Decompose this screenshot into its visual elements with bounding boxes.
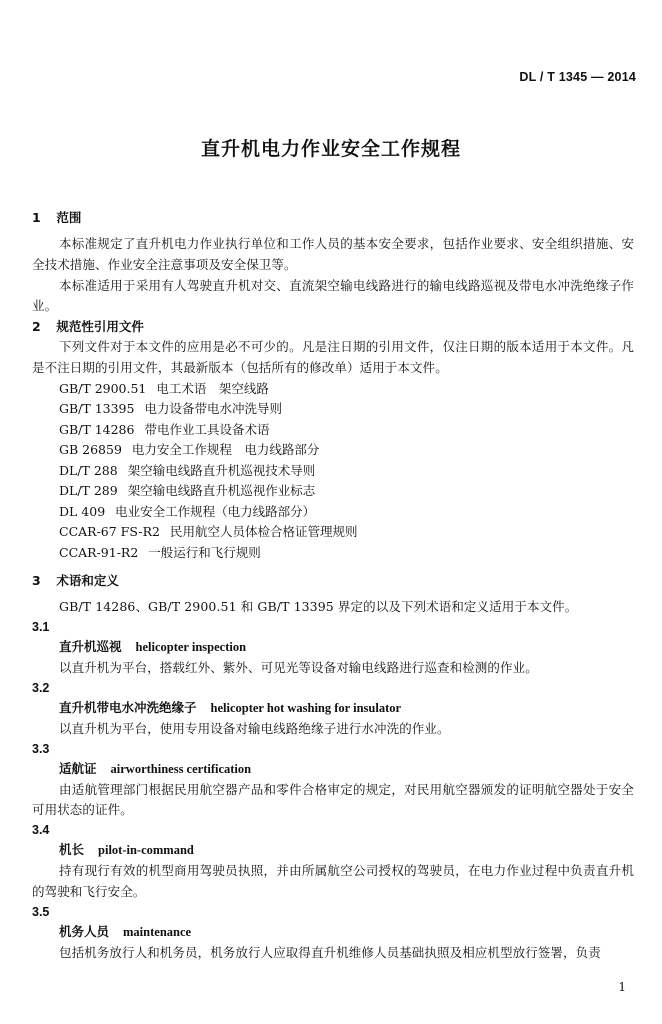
term-zh: 机务人员: [59, 923, 110, 939]
section-terms-heading: [32, 571, 634, 591]
reference-name: 带电作业工具设备术语: [144, 421, 270, 437]
term-heading: [32, 697, 634, 719]
section-number: 1: [32, 210, 41, 225]
reference-code: DL 409: [59, 503, 106, 519]
reference-code: CCAR-91-R2: [59, 544, 139, 560]
term-heading: [32, 921, 634, 943]
term-number: 3.5: [32, 904, 50, 919]
term-definition: 包括机务放行人和机务员，机务放行人应取得直升机维修人员基础执照及相应机型放行签署，负责: [59, 944, 601, 960]
reference-code: DL/T 289: [59, 483, 118, 499]
term-entry: [32, 618, 634, 679]
reference-name: 民用航空人员体检合格证管理规则: [169, 524, 358, 540]
section-number: 3: [32, 573, 41, 589]
term-heading: [32, 839, 634, 861]
reference-item: [32, 543, 634, 564]
term-heading: [32, 636, 634, 658]
reference-item: [32, 461, 634, 482]
reference-item: [32, 399, 634, 420]
term-en: pilot-in-command: [98, 843, 194, 858]
reference-code: GB/T 2900.51: [59, 380, 147, 396]
term-en: airworthiness certification: [110, 761, 252, 776]
term-entry: [32, 821, 634, 903]
term-number: 3.3: [32, 741, 50, 756]
term-zh: 机长: [59, 842, 85, 858]
reference-code: DL/T 288: [59, 462, 118, 478]
term-definition: 以直升机为平台，搭载红外、紫外、可见光等设备对输电线路进行巡查和检测的作业。: [59, 660, 538, 676]
section-title: 规范性引用文件: [56, 319, 144, 335]
document-title: 直升机电力作业安全工作规程: [200, 138, 461, 160]
reference-code: GB 26859: [59, 442, 122, 458]
term-entry: [32, 679, 634, 740]
term-definition: 由适航管理部门根据民用航空器产品和零件合格审定的规定，对民用航空器颁发的证明航空器处于安全可用状态的证件。: [32, 781, 634, 818]
scope-paragraph-2: 本标准适用于采用有人驾驶直升机对交、直流架空输电线路进行的输电线路巡视及带电水冲洗绝缘子作业。: [32, 277, 634, 314]
standard-code: DL / T 1345 — 2014: [519, 70, 636, 84]
term-zh: 直升机带电水冲洗绝缘子: [59, 699, 197, 715]
term-number: 3.1: [32, 620, 50, 635]
reference-name: 架空输电线路直升机巡视作业标志: [127, 483, 316, 499]
refs-intro: 下列文件对于本文件的应用是必不可少的。凡是注日期的引用文件，仅注日期的版本适用于本文件。凡是不注日期的引用文件，其最新版本（包括所有的修改单）适用于本文件。: [32, 339, 634, 375]
term-number: 3.2: [32, 680, 50, 695]
section-refs-heading: [32, 317, 634, 337]
reference-name: 电力安全工作规程 电力线路部分: [131, 442, 320, 458]
reference-list: [32, 379, 634, 564]
term-en: helicopter hot washing for insulator: [210, 700, 402, 715]
section-title: 范围: [56, 210, 82, 225]
reference-name: 架空输电线路直升机巡视技术导则: [127, 462, 316, 478]
term-entry: [32, 903, 634, 964]
terms-intro: GB/T 14286、GB/T 2900.51 和 GB/T 13395 界定的以及下列术语和定义适用于本文件。: [59, 599, 578, 615]
term-definition: 持有现行有效的机型商用驾驶员执照，并由所属航空公司授权的驾驶员，在电力作业过程中负责直升机的驾驶和飞行安全。: [32, 863, 634, 900]
page-number: 1: [618, 980, 626, 994]
section-title: 术语和定义: [56, 573, 119, 589]
term-number: 3.4: [32, 823, 50, 838]
term-definition: 以直升机为平台，使用专用设备对输电线路绝缘子进行水冲洗的作业。: [59, 720, 450, 736]
section-number: 2: [32, 319, 41, 335]
reference-name: 电力设备带电水冲洗导则: [144, 401, 282, 417]
reference-item: [32, 379, 634, 400]
reference-code: CCAR-67 FS-R2: [59, 524, 160, 540]
scope-paragraph-1: 本标准规定了直升机电力作业执行单位和工作人员的基本安全要求，包括作业要求、安全组织措施、安全技术措施、作业安全注意事项及安全保卫等。: [32, 236, 634, 272]
reference-item: [32, 440, 634, 461]
reference-code: GB/T 13395: [59, 401, 135, 417]
reference-item: [32, 502, 634, 523]
term-heading: [32, 758, 634, 780]
document-body: [32, 208, 634, 964]
reference-item: [32, 420, 634, 441]
reference-name: 电业安全工作规程（电力线路部分）: [115, 503, 316, 519]
term-entry: [32, 740, 634, 822]
section-scope-heading: [32, 208, 634, 228]
reference-name: 一般运行和飞行规则: [148, 544, 261, 560]
reference-code: GB/T 14286: [59, 421, 135, 437]
reference-item: [32, 481, 634, 502]
term-en: maintenance: [123, 924, 192, 939]
term-zh: 直升机巡视: [59, 639, 122, 655]
reference-item: [32, 522, 634, 543]
term-en: helicopter inspection: [135, 640, 247, 655]
term-zh: 适航证: [59, 760, 97, 776]
reference-name: 电工术语 架空线路: [156, 380, 269, 396]
